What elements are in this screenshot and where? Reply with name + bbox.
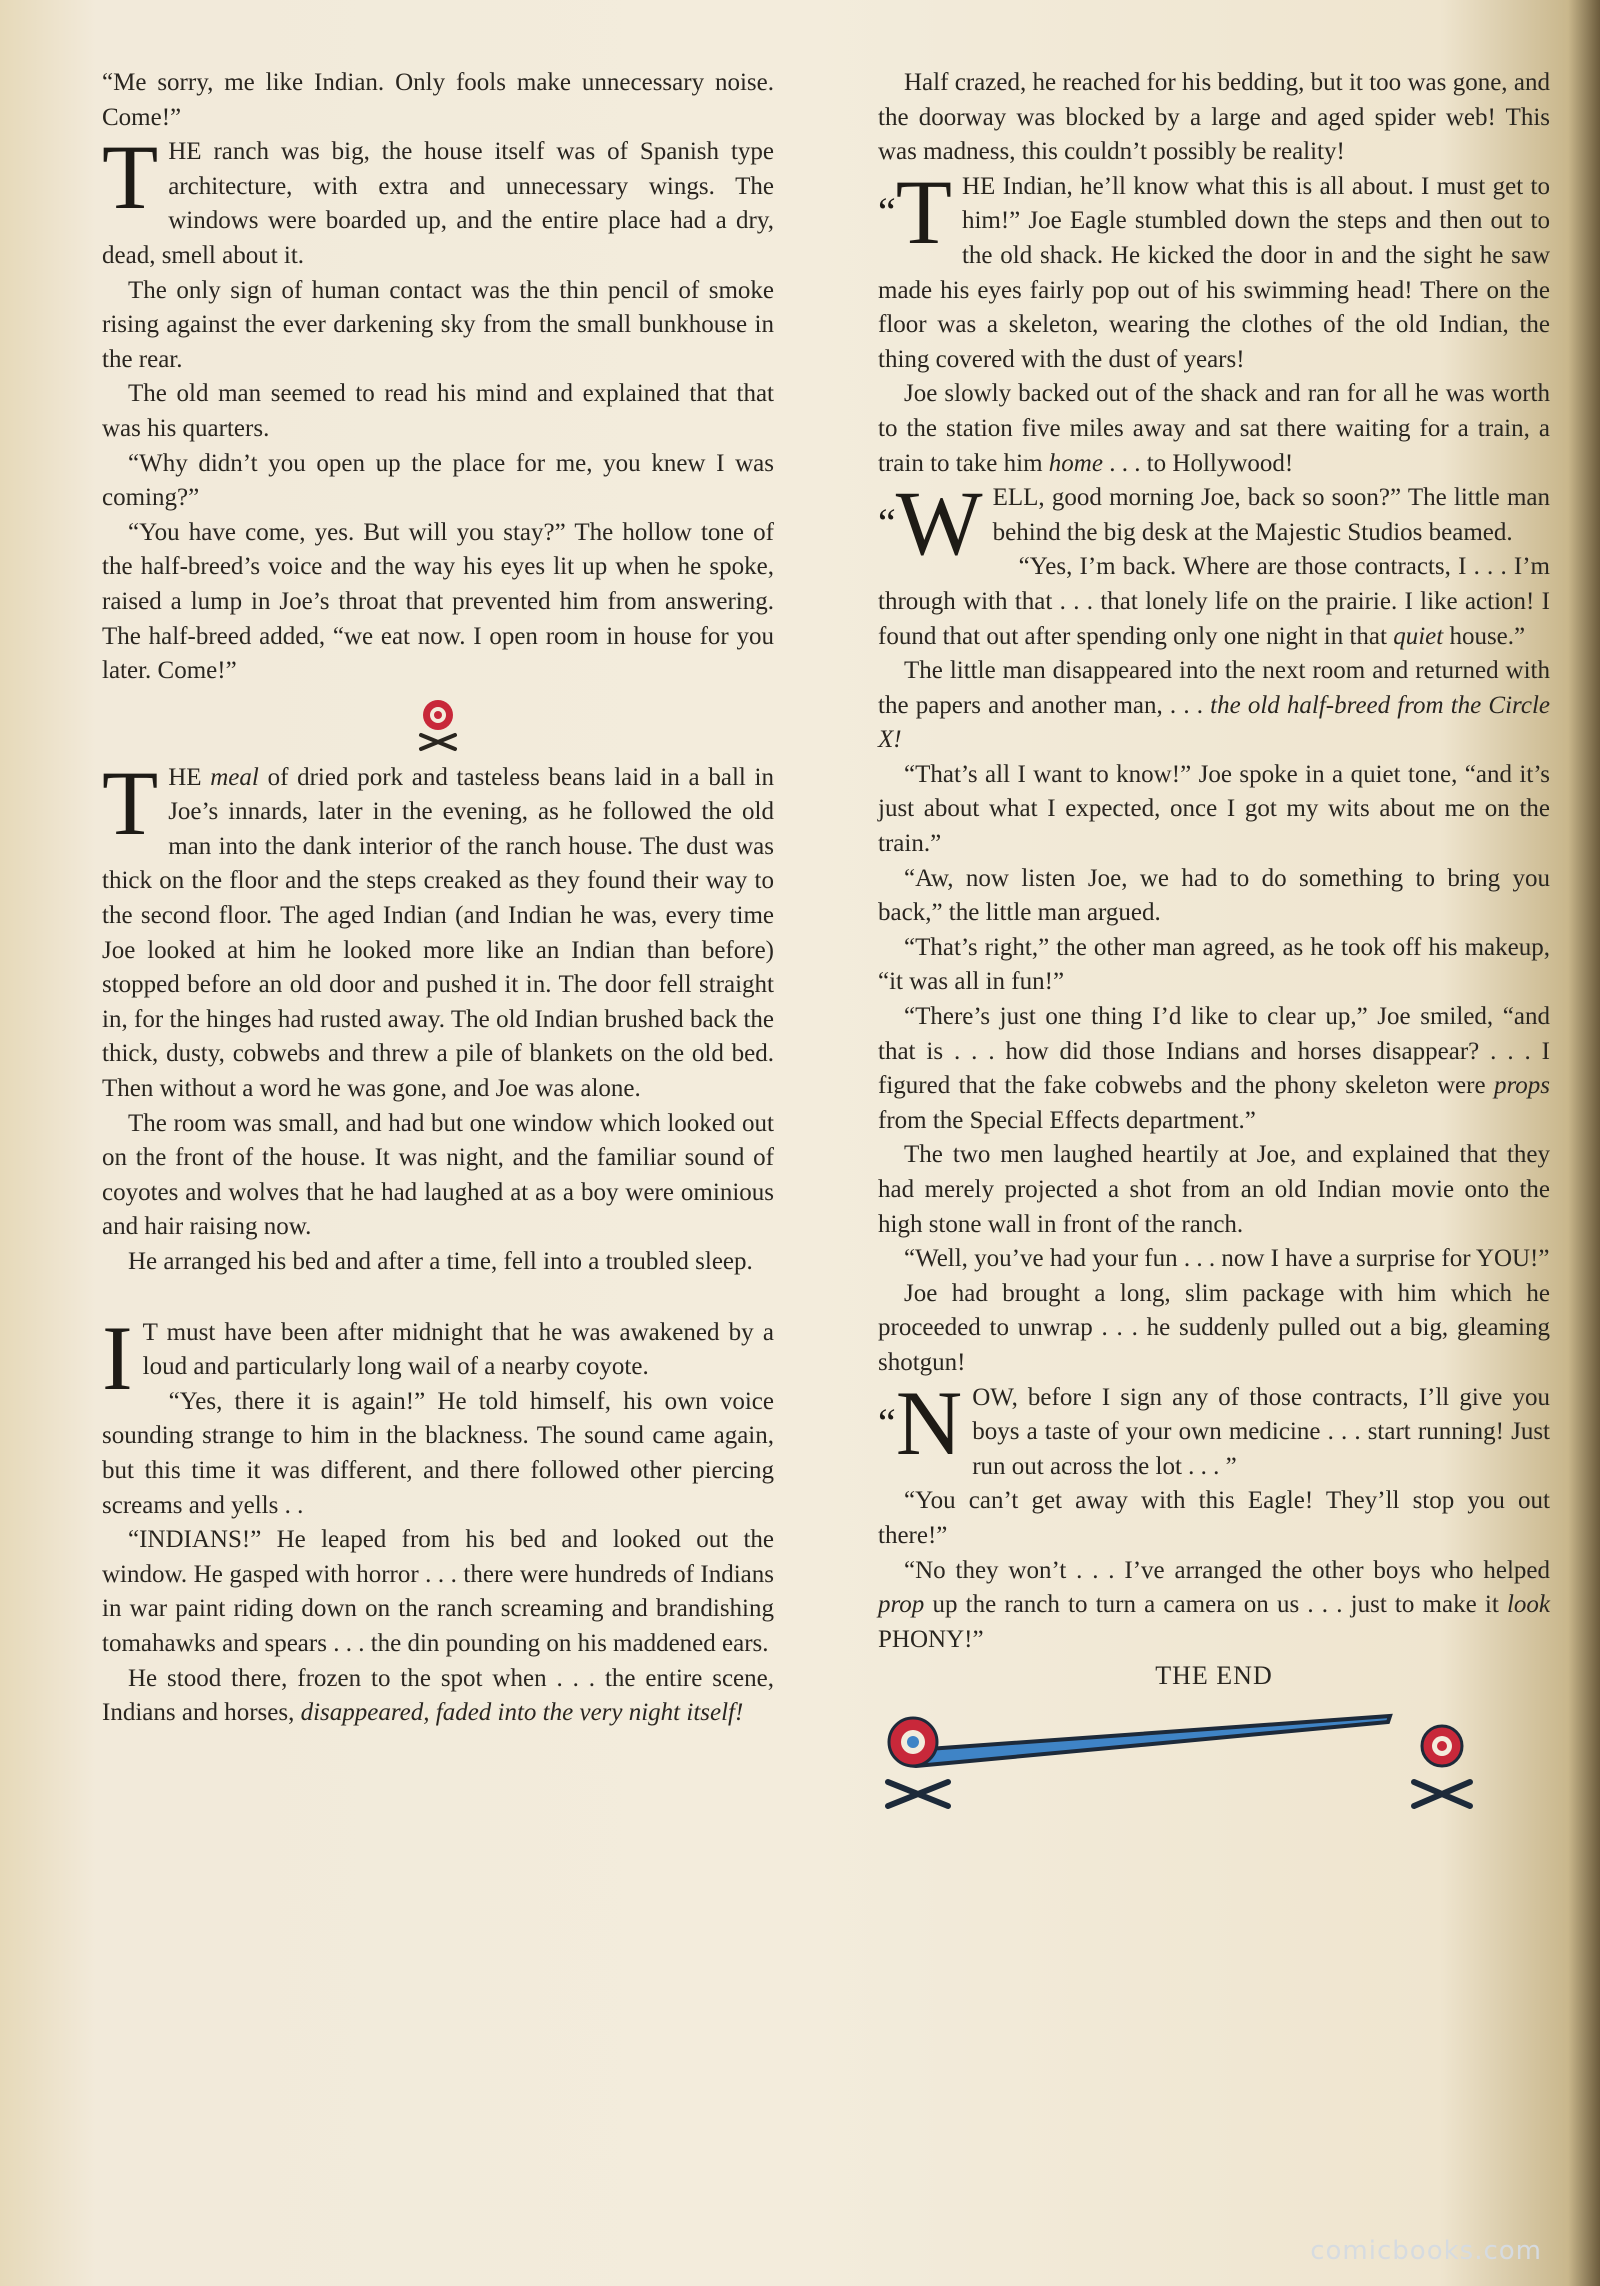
paragraph — [878, 1554, 1550, 1658]
drop-cap: T — [102, 126, 159, 229]
paragraph-text: house.” — [1443, 622, 1526, 650]
drop-cap-letter: W — [895, 472, 983, 575]
paragraph-text: from the Special Effects department.” — [878, 1106, 1256, 1134]
site-watermark: comicbooks.com — [1310, 2236, 1542, 2266]
paragraph-text: He stood there, frozen to the spot when . . . the entire scene, Indians and horses, — [102, 1664, 774, 1727]
paragraph: “Well, you’ve had your fun . . . now I have a surprise for YOU!” — [904, 1245, 1550, 1273]
paragraph-text: up the ranch to turn a camera on us . . . just to make it — [924, 1591, 1507, 1619]
paragraph: “That’s all I want to know!” Joe spoke in a quiet tone, “and it’s just about what I expected, once I got my wits about me on the train.” — [878, 760, 1550, 858]
paragraph: Joe had brought a long, slim package with him which he proceeded to unwrap . . . he suddenly pulled out a big, gleaming shotgun! — [878, 1279, 1550, 1376]
paragraph — [878, 1000, 1550, 1138]
paragraph-text: The little man disappeared into the next room and returned with the papers and another man, . . . — [878, 657, 1550, 719]
paragraph: The room was small, and had but one window which looked out on the front of the house. It was night, and the familiar sound of coyotes and wolves that he had laughed at as a boy were ominious and hair raising now. — [102, 1109, 774, 1241]
drop-cap: I — [102, 1306, 133, 1409]
drop-cap-quote: “ — [878, 188, 896, 234]
section-start-paragraph — [102, 751, 775, 1107]
paragraph-text: T must have been after midnight that he was awakened by a loud and particularly long wail of a nearby coyote. — [142, 1318, 774, 1381]
right-column — [878, 66, 1550, 1814]
paragraph: “Aw, now listen Joe, we had to do something to bring you back,” the little man argued. — [878, 864, 1550, 927]
paragraph: “You can’t get away with this Eagle! They’ll stop you out there!” — [878, 1487, 1550, 1549]
paragraph-text: HE Indian, he’ll know what this is all about. I must get to him!” Joe Eagle stumbled down the steps and then out to the old shack. He kicked the door in and the sight he saw made his eyes fairly pop out of his swimming head! There on the floor was a skeleton, wearing the clothes of the old Indian, the thing covered with the dust of years! — [878, 172, 1550, 373]
paragraph: “You have come, yes. But will you stay?” The hollow tone of the half-breed’s voice and the way his eyes lit up when he spoke, raised a lump in Joe’s throat that prevented him from answering. The half-breed added, “we eat now. I open room in house for you later. Come!” — [102, 518, 774, 685]
emphasis-text: look — [1506, 1591, 1550, 1619]
paragraph: The two men laughed heartily at Joe, and explained that they had merely projected a shot from an old Indian movie onto the high stone wall in front of the ranch. — [878, 1141, 1550, 1238]
drop-cap-letter: N — [895, 1371, 963, 1474]
drop-cap: T — [102, 751, 159, 854]
paragraph: “Why didn’t you open up the place for me, you knew I was coming?” — [102, 449, 774, 512]
paragraph: “INDIANS!” He leaped from his bed and looked out the window. He gasped with horror . . . there were hundreds of Indians in war paint riding down on the ranch screaming and brandishing tomahawks and spears . . . the din pounding on his maddened ears. — [102, 1526, 774, 1657]
emphasis-text: home — [1048, 449, 1103, 477]
section-start-paragraph — [102, 1306, 774, 1409]
paragraph: He arranged his bed and after a time, fell into a troubled sleep. — [128, 1248, 753, 1275]
end-ornament-icon — [868, 1694, 1568, 1814]
drop-cap-quote: “ — [878, 1399, 896, 1445]
paragraph-text: “No they won’t . . . I’ve arranged the other boys who helped — [904, 1556, 1550, 1584]
paragraph: “Me sorry, me like Indian. Only fools make unnecessary noise. Come!” — [102, 69, 774, 131]
paragraph-text: of dried pork and tasteless beans laid in a ball in Joe’s innards, later in the evening, as he followed the old man into the dank interior of the ranch house. The dust was thick on the floor and the steps creaked as they found their way to the second floor. The aged Indian (and Indian he was, every time Joe looked at him he looked more like an Indian than before) stopped before an old door and pushed it in. The door fell straight in, for the hinges had rusted away. The old Indian brushed back the thick, dusty, cobwebs and threw a pile of blankets on the old bed. Then without a word he was gone, and Joe was alone. — [102, 763, 775, 1103]
paragraph: “Yes, there it is again!” He told himself, his own voice sounding strange to him in the blackness. The sound came again, but this time it was different, and there followed other piercing screams and yells . . — [102, 1387, 774, 1519]
the-end-title: THE END — [1155, 1661, 1273, 1691]
paragraph: The only sign of human contact was the thin pencil of smoke rising against the ever darkening sky from the small bunkhouse in the rear. — [102, 276, 774, 373]
paragraph: Half crazed, he reached for his bedding, but it too was gone, and the doorway was blocked by a large and aged spider web! This was madness, this couldn’t possibly be reality! — [878, 69, 1550, 166]
paragraph: “That’s right,” the other man agreed, as he took off his makeup, “it was all in fun!” — [878, 933, 1550, 996]
section-start-paragraph — [878, 1371, 1550, 1485]
paragraph — [878, 377, 1550, 481]
left-column — [102, 66, 774, 1731]
paragraph-text: PHONY!” — [878, 1625, 984, 1653]
drop-cap — [878, 472, 983, 575]
paragraph-text: HE — [168, 763, 211, 791]
emphasis-text: meal — [210, 763, 259, 791]
section-start-paragraph — [878, 472, 1550, 575]
section-start-paragraph — [878, 160, 1550, 378]
emphasis-text: quiet — [1393, 622, 1444, 650]
drop-cap — [878, 1371, 963, 1474]
paragraph-text: . . . to Hollywood! — [1102, 449, 1294, 477]
section-ornament-icon — [403, 695, 473, 753]
section-start-paragraph — [102, 126, 774, 273]
drop-cap-quote: “ — [878, 500, 896, 546]
paragraph — [878, 654, 1550, 758]
paragraph-text: OW, before I sign any of those contracts, I’ll give you boys a taste of your own medicine . . . start running! Just run out across the lot . . . ” — [972, 1383, 1550, 1480]
paragraph-text: HE ranch was big, the house itself was of Spanish type architecture, with extra and unnecessary wings. The windows were boarded up, and the entire place had a dry, dead, smell about it. — [102, 138, 774, 269]
paragraph-text: “There’s just one thing I’d like to clear up,” Joe smiled, “and that is . . . how did those Indians and horses disappear? . . . I figured that the fake cobwebs and the phony skeleton were — [878, 1003, 1550, 1100]
emphasis-text: props — [1493, 1072, 1550, 1100]
paragraph-text: ELL, good morning Joe, back so soon?” The little man behind the big desk at the Majestic Studios beamed. — [992, 484, 1550, 546]
paragraph — [102, 1662, 774, 1731]
paragraph-text: Joe slowly backed out of the shack and ran for all he was worth to the station five miles away and sat there waiting for a train, a train to take him — [878, 380, 1550, 477]
drop-cap — [878, 160, 952, 263]
emphasis-text: prop — [878, 1591, 925, 1619]
paragraph-text: “Yes, I’m back. Where are those contracts, I . . . I’m through with that . . . that lonely life on the prairie. I like action! I found that out after spending only one night in that — [878, 553, 1550, 650]
emphasis-text: disappeared, faded into the very night itself! — [300, 1699, 744, 1727]
emphasis-text: the old half-breed from the Circle X! — [878, 691, 1550, 754]
paragraph: The old man seemed to read his mind and explained that that was his quarters. — [102, 380, 774, 442]
drop-cap-letter: T — [895, 160, 952, 263]
